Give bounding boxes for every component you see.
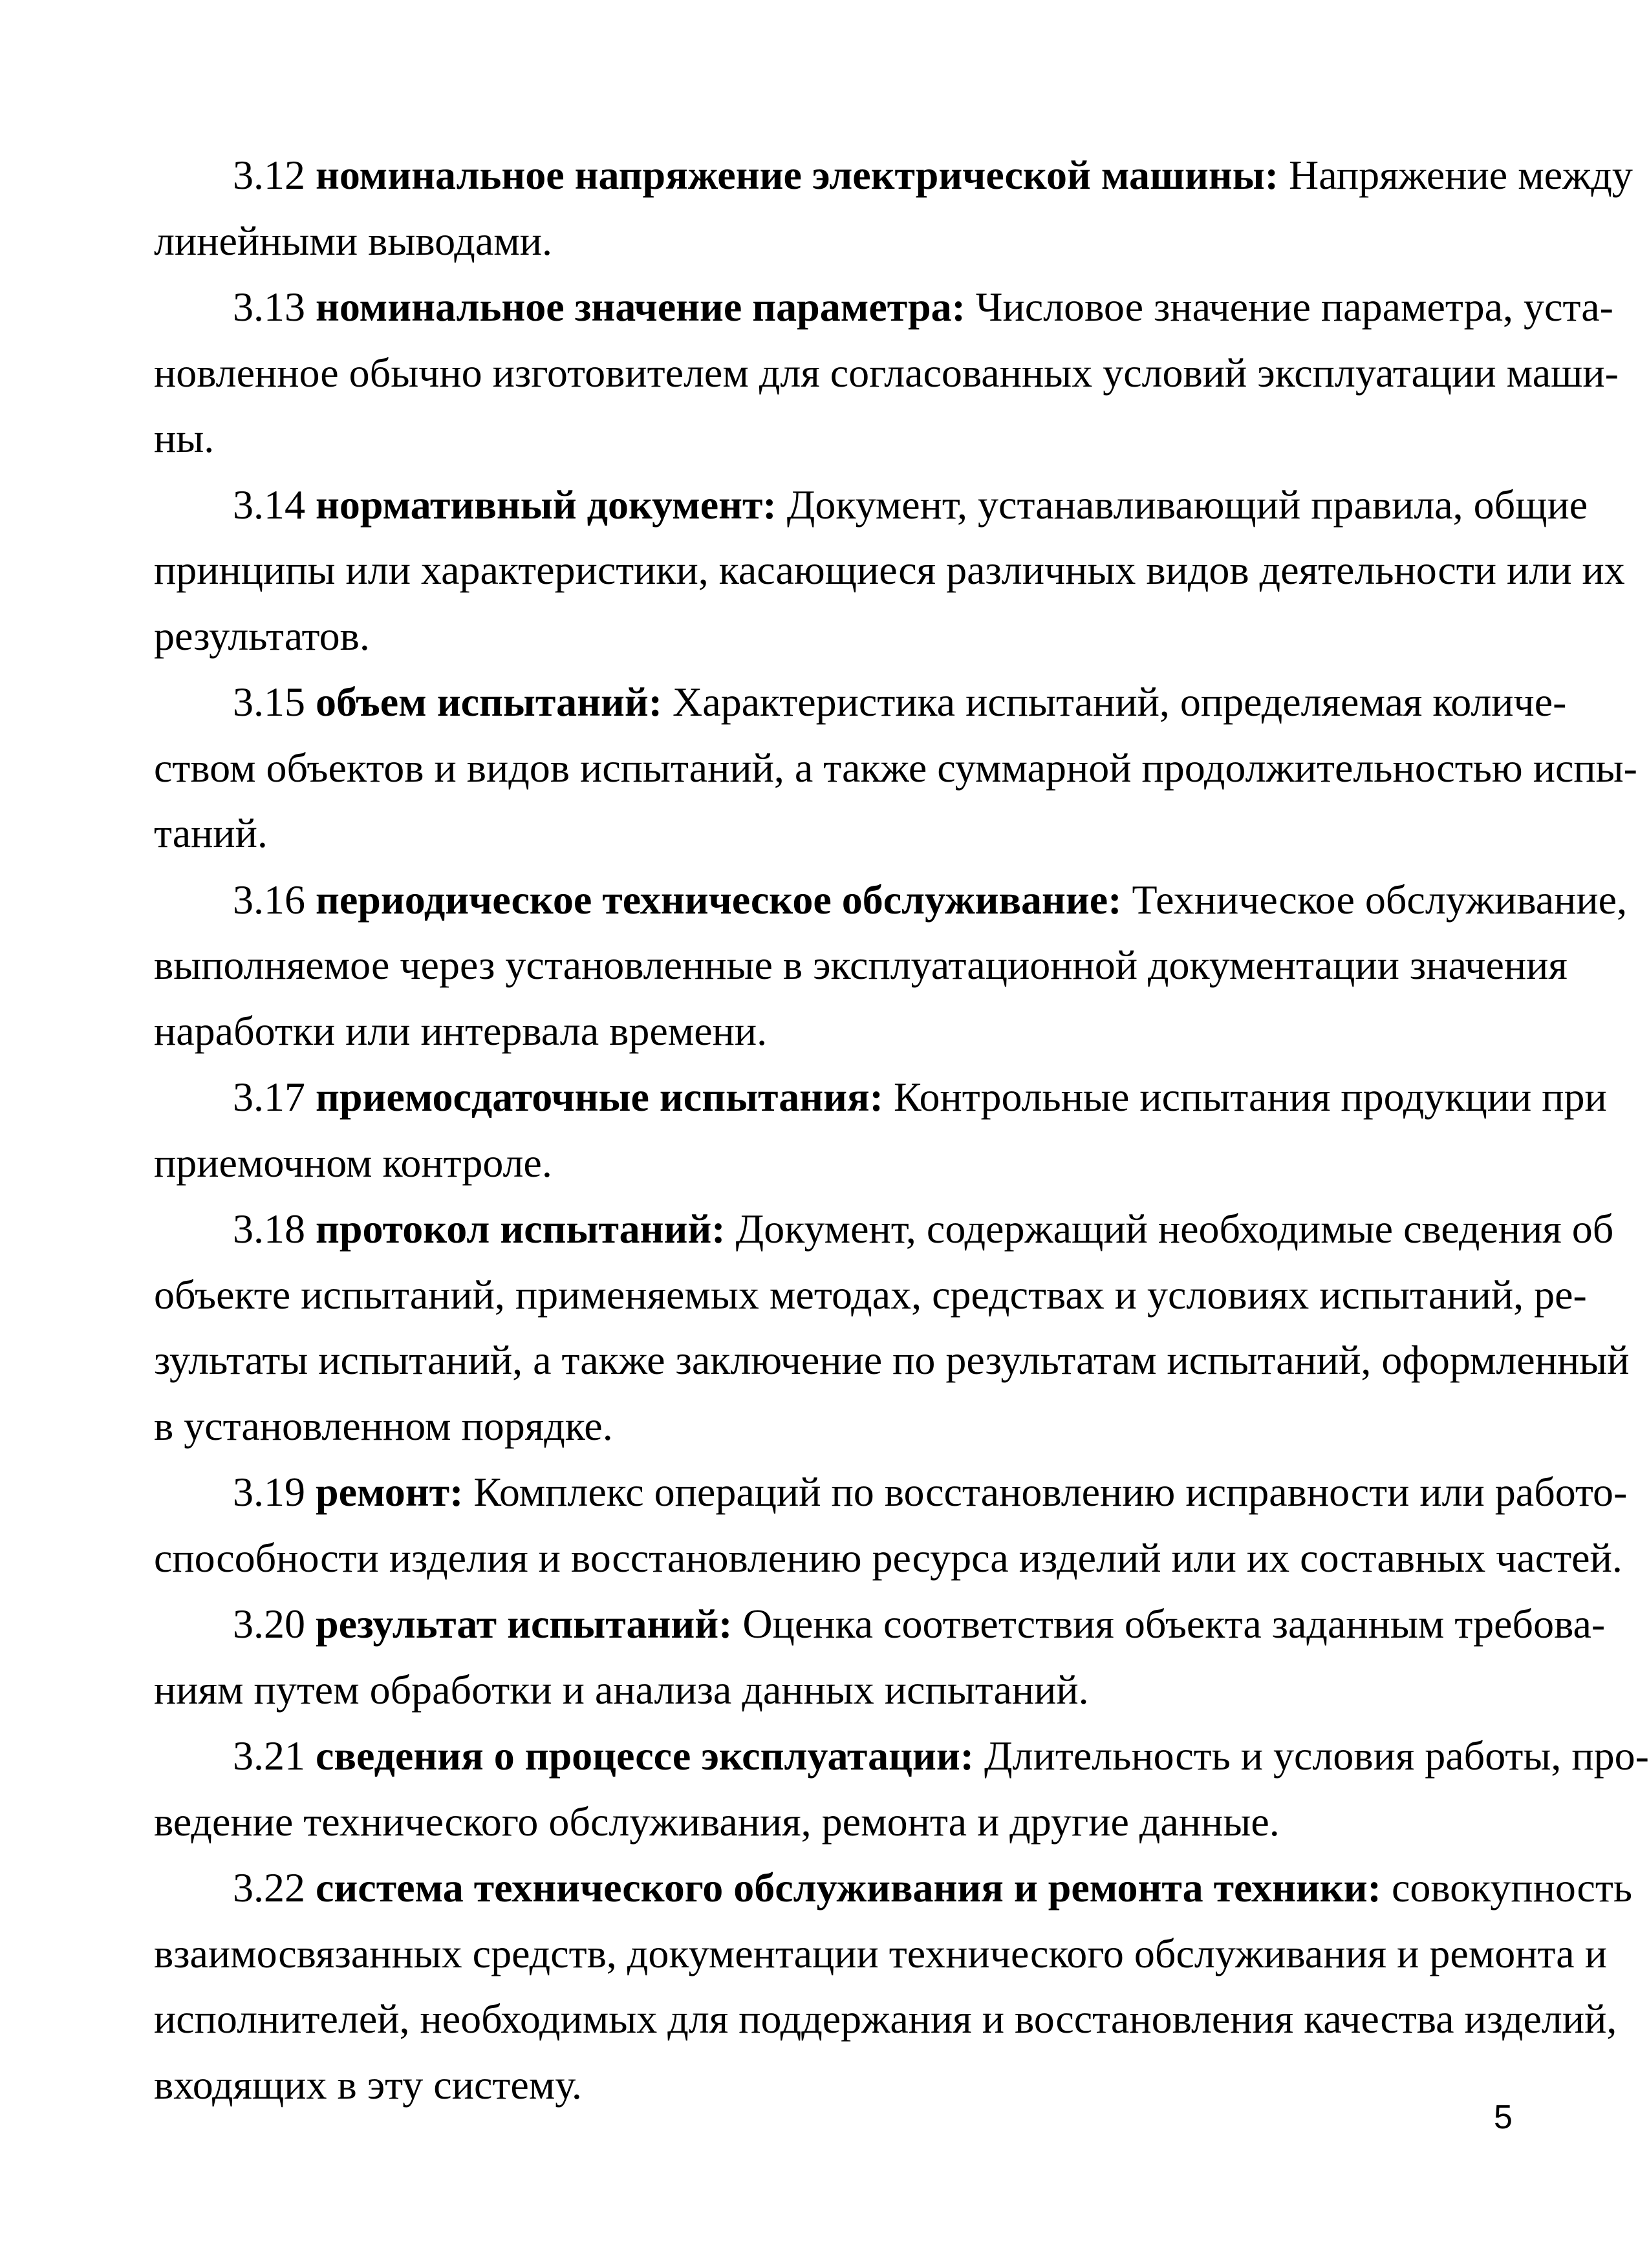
entry-text: объекте испытаний, применяемых методах, средствах и условиях испытаний, ре- bbox=[154, 1271, 1587, 1318]
entry-text: Числовое значение параметра, уста- bbox=[975, 284, 1613, 330]
entry-term: протокол испытаний: bbox=[316, 1206, 726, 1252]
entry-term: номинальное значение параметра: bbox=[316, 284, 965, 330]
entry-text: ниям путем обработки и анализа данных испытаний. bbox=[154, 1666, 1089, 1713]
entry-number: 3.18 bbox=[233, 1206, 305, 1252]
entry-3-20-line-2 bbox=[154, 1657, 1531, 1723]
entry-term: ремонт: bbox=[316, 1469, 464, 1515]
entry-number: 3.12 bbox=[233, 152, 305, 198]
entry-text: взаимосвязанных средств, документации технического обслуживания и ремонта и bbox=[154, 1930, 1607, 1976]
entry-text: результатов. bbox=[154, 612, 370, 659]
page-number: 5 bbox=[1494, 2099, 1513, 2136]
entry-text: новленное обычно изготовителем для согласованных условий эксплуатации маши- bbox=[154, 349, 1619, 396]
entry-number: 3.15 bbox=[233, 679, 305, 725]
entry-text: Документ, устанавливающий правила, общие bbox=[786, 481, 1588, 528]
entry-term: результат испытаний: bbox=[316, 1601, 733, 1647]
entry-number: 3.20 bbox=[233, 1601, 305, 1647]
entry-3-21-line-2 bbox=[154, 1789, 1531, 1855]
entry-3-18-line-4 bbox=[154, 1393, 1531, 1459]
entry-number: 3.16 bbox=[233, 876, 305, 923]
entry-3-14-line-3 bbox=[154, 603, 1531, 669]
entry-3-19-line-1 bbox=[154, 1459, 1628, 1525]
entry-number: 3.19 bbox=[233, 1469, 305, 1515]
entry-term: сведения о процессе эксплуатации: bbox=[316, 1733, 974, 1779]
entry-3-18-line-3 bbox=[154, 1327, 1630, 1393]
definitions-list bbox=[154, 142, 1649, 2117]
entry-3-22-line-4 bbox=[154, 2052, 1531, 2118]
entry-term: нормативный документ: bbox=[316, 481, 777, 528]
entry-3-15-line-2 bbox=[154, 735, 1637, 801]
entry-number: 3.21 bbox=[233, 1733, 305, 1779]
entry-text: ны. bbox=[154, 415, 215, 461]
entry-text: входящих в эту систему. bbox=[154, 2061, 582, 2108]
entry-text: Длительность и условия работы, про- bbox=[984, 1733, 1649, 1779]
entry-text: Документ, содержащий необходимые сведения об bbox=[735, 1206, 1614, 1252]
entry-3-15-line-1 bbox=[154, 669, 1567, 735]
entry-text: Характеристика испытаний, определяемая количе- bbox=[673, 679, 1567, 725]
entry-text: Контрольные испытания продукции при bbox=[893, 1074, 1607, 1120]
entry-number: 3.17 bbox=[233, 1074, 305, 1120]
entry-text: Напряжение между bbox=[1289, 152, 1633, 198]
entry-text: способности изделия и восстановлению ресурса изделий или их составных частей. bbox=[154, 1534, 1622, 1581]
entry-3-16-line-2 bbox=[154, 932, 1568, 998]
entry-text: приемочном контроле. bbox=[154, 1139, 552, 1186]
entry-3-13-line-2 bbox=[154, 340, 1619, 406]
entry-3-13-line-1 bbox=[154, 274, 1613, 340]
entry-text: ством объектов и видов испытаний, а также суммарной продолжительностью испы- bbox=[154, 744, 1637, 791]
entry-3-20-line-1 bbox=[154, 1591, 1606, 1657]
entry-3-16-line-3 bbox=[154, 998, 1531, 1064]
entry-3-18-line-2 bbox=[154, 1262, 1587, 1328]
entry-3-15-line-3 bbox=[154, 800, 1531, 866]
entry-3-17-line-2 bbox=[154, 1130, 1531, 1196]
entry-text: ведение технического обслуживания, ремонта и другие данные. bbox=[154, 1798, 1280, 1845]
entry-term: периодическое техническое обслуживание: bbox=[316, 876, 1122, 923]
entry-3-14-line-1 bbox=[154, 472, 1588, 538]
entry-text: выполняемое через установленные в эксплуатационной документации значения bbox=[154, 942, 1568, 988]
entry-3-19-line-2 bbox=[154, 1525, 1622, 1591]
entry-number: 3.22 bbox=[233, 1865, 305, 1910]
entry-3-18-line-1 bbox=[154, 1196, 1614, 1262]
entry-text: Комплекс операций по восстановлению исправности или работо- bbox=[473, 1469, 1628, 1515]
entry-3-16-line-1 bbox=[154, 867, 1628, 933]
entry-text: принципы или характеристики, касающиеся различных видов деятельности или их bbox=[154, 547, 1625, 593]
entry-3-21-line-1 bbox=[154, 1723, 1649, 1789]
entry-3-12-line-2 bbox=[154, 208, 1531, 274]
entry-text: исполнителей, необходимых для поддержания и восстановления качества изделий, bbox=[154, 1996, 1617, 2042]
entry-text: Оценка соответствия объекта заданным требова- bbox=[742, 1601, 1606, 1647]
entry-3-12-line-1 bbox=[154, 142, 1633, 208]
entry-term: приемосдаточные испытания: bbox=[316, 1074, 883, 1120]
entry-3-13-line-3 bbox=[154, 405, 1531, 471]
entry-3-22-line-1 bbox=[154, 1855, 1632, 1921]
entry-text: в установленном порядке. bbox=[154, 1402, 613, 1449]
entry-text: Техническое обслуживание, bbox=[1132, 876, 1628, 923]
entry-number: 3.13 bbox=[233, 284, 305, 330]
entry-term: система технического обслуживания и ремонта техники: bbox=[316, 1865, 1381, 1910]
entry-text: наработки или интервала времени. bbox=[154, 1007, 768, 1054]
entry-3-22-line-2 bbox=[154, 1921, 1607, 1987]
entry-3-22-line-3 bbox=[154, 1986, 1617, 2052]
entry-3-17-line-1 bbox=[154, 1064, 1607, 1130]
entry-text: зультаты испытаний, а также заключение по результатам испытаний, оформленный bbox=[154, 1337, 1630, 1383]
entry-term: объем испытаний: bbox=[316, 679, 662, 725]
entry-3-14-line-2 bbox=[154, 537, 1625, 603]
entry-text: таний. bbox=[154, 810, 268, 856]
entry-text: линейными выводами. bbox=[154, 217, 552, 264]
entry-term: номинальное напряжение электрической машины: bbox=[316, 152, 1279, 198]
entry-number: 3.14 bbox=[233, 481, 305, 528]
entry-text: совокупность bbox=[1391, 1865, 1632, 1910]
